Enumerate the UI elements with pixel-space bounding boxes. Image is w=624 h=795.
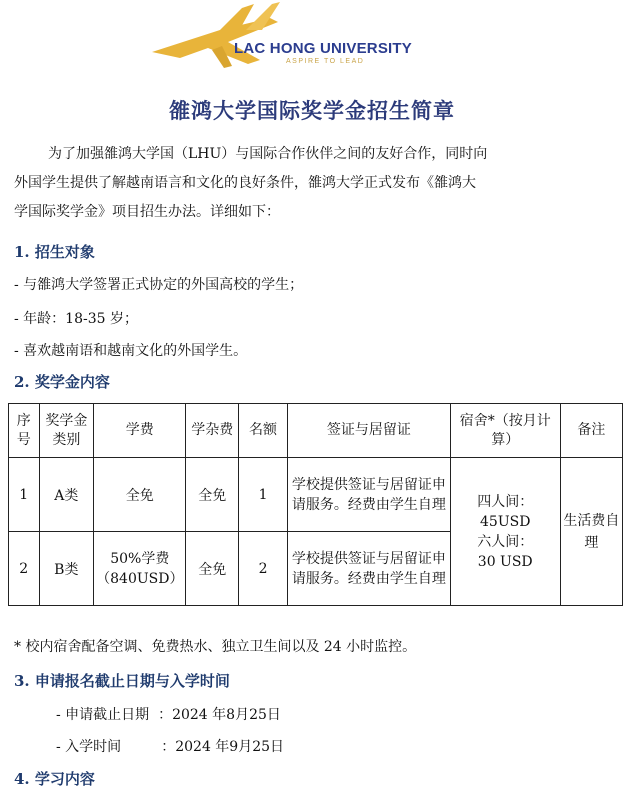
deadline-line: - 申请截止日期 ：2024 年8月25日 (56, 707, 281, 723)
list-item: - 与雒鸿大学签署正式协定的外国高校的学生； (14, 277, 304, 293)
section-4-heading: 4. 学习内容 (14, 770, 95, 788)
cell-remark: 生活费自理 (560, 458, 622, 606)
intro-line-3: 学国际奖学金》项目招生办法。详细如下： (14, 204, 280, 220)
column-header: 序号 (9, 404, 40, 458)
cell-dorm (450, 458, 560, 606)
cell-type: A类 (39, 458, 94, 532)
university-logo (150, 0, 440, 72)
cell-quota: 1 (239, 458, 288, 532)
dorm-line: 六人间： (477, 533, 534, 550)
cell-type: B类 (39, 532, 94, 606)
dorm-line: 45USD (480, 513, 531, 530)
table-header-row (9, 404, 623, 458)
section-1-heading: 1. 招生对象 (14, 243, 95, 261)
cell-quota: 2 (239, 532, 288, 606)
list-item: - 喜欢越南语和越南文化的外国学生。 (14, 343, 248, 359)
column-header: 名额 (239, 404, 288, 458)
column-header: 学杂费 (186, 404, 239, 458)
cell-fees: 全免 (186, 532, 239, 606)
scholarship-table (8, 403, 623, 606)
intro-line-2: 外国学生提供了解越南语言和文化的良好条件，雒鸿大学正式发布《雒鸿大 (14, 175, 476, 191)
column-header: 签证与居留证 (287, 404, 450, 458)
section-3-heading: 3. 申请报名截止日期与入学时间 (14, 672, 230, 690)
cell-tuition: 50%学费（840USD） (94, 532, 186, 606)
cell-visa: 学校提供签证与居留证申请服务。经费由学生自理 (287, 532, 450, 606)
dorm-line: 30 USD (477, 553, 533, 570)
table-row (9, 458, 623, 532)
cell-fees: 全免 (186, 458, 239, 532)
enroll-line: - 入学时间 ：2024 年9月25日 (56, 739, 285, 755)
university-name: LAC HONG UNIVERSITY (234, 40, 412, 57)
section-2-heading: 2. 奖学金内容 (14, 373, 110, 391)
column-header: 奖学金类别 (39, 404, 94, 458)
dorm-line: 四人间： (477, 493, 534, 510)
intro-line-1: 为了加强雒鸿大学国（LHU）与国际合作伙伴之间的友好合作，同时向 (48, 146, 488, 162)
list-item: - 年龄：18-35 岁； (14, 311, 138, 327)
column-header: 学费 (94, 404, 186, 458)
cell-visa: 学校提供签证与居留证申请服务。经费由学生自理 (287, 458, 450, 532)
cell-tuition: 全免 (94, 458, 186, 532)
column-header: 宿舍*（按月计算） (450, 404, 560, 458)
dorm-note: * 校内宿舍配备空调、免费热水、独立卫生间以及 24 小时监控。 (14, 639, 417, 655)
university-tagline: ASPIRE TO LEAD (286, 58, 365, 65)
intro-paragraph (14, 140, 614, 227)
cell-no: 2 (9, 532, 40, 606)
page-title: 雒鸿大学国际奖学金招生简章 (169, 98, 455, 123)
cell-no: 1 (9, 458, 40, 532)
column-header: 备注 (560, 404, 622, 458)
